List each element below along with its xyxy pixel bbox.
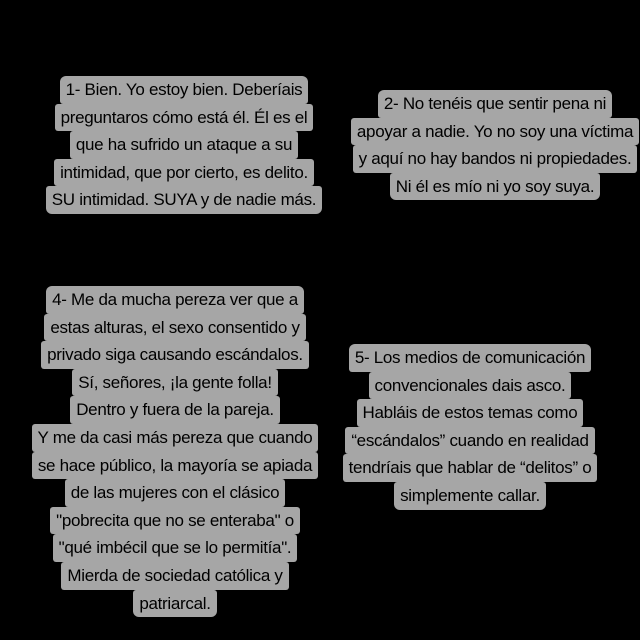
text-line: tendríais que hablar de “delitos” o: [343, 454, 598, 482]
text-line: SU intimidad. SUYA y de nadie más.: [46, 186, 322, 214]
text-line: 5- Los medios de comunicación: [349, 344, 591, 372]
text-line: Sí, señores, ¡la gente folla!: [72, 369, 278, 397]
text-line: Ni él es mío ni yo soy suya.: [390, 173, 601, 201]
text-line: "qué imbécil que se lo permitía".: [53, 534, 298, 562]
text-line: 4- Me da mucha pereza ver que a: [46, 286, 304, 314]
text-line: 1- Bien. Yo estoy bien. Deberíais: [60, 76, 309, 104]
text-line: convencionales dais asco.: [369, 372, 572, 400]
text-line: preguntaros cómo está él. Él es el: [55, 104, 314, 132]
text-line: que ha sufrido un ataque a su: [70, 131, 298, 159]
story-text-block-4: [20, 286, 330, 617]
text-line: estas alturas, el sexo consentido y: [44, 314, 305, 342]
story-text-block-5: [350, 344, 590, 510]
text-line: “escándalos” cuando en realidad: [345, 427, 594, 455]
text-line: privado siga causando escándalos.: [41, 341, 309, 369]
text-line: y aquí no hay bandos ni propiedades.: [353, 145, 638, 173]
text-line: Habláis de estos temas como: [357, 399, 584, 427]
story-text-block-2: [356, 90, 634, 200]
text-line: apoyar a nadie. Yo no soy una víctima: [351, 118, 639, 146]
text-line: Y me da casi más pereza que cuando: [32, 424, 319, 452]
text-line: patriarcal.: [133, 590, 216, 618]
text-line: 2- No tenéis que sentir pena ni: [378, 90, 612, 118]
text-line: Mierda de sociedad católica y: [61, 562, 288, 590]
story-text-block-1: [34, 76, 334, 214]
text-line: Dentro y fuera de la pareja.: [70, 396, 280, 424]
text-line: de las mujeres con el clásico: [65, 479, 286, 507]
text-line: "pobrecita que no se enteraba" o: [50, 507, 300, 535]
text-line: se hace público, la mayoría se apiada: [32, 452, 318, 480]
text-line: simplemente callar.: [394, 482, 546, 510]
text-line: intimidad, que por cierto, es delito.: [54, 159, 314, 187]
